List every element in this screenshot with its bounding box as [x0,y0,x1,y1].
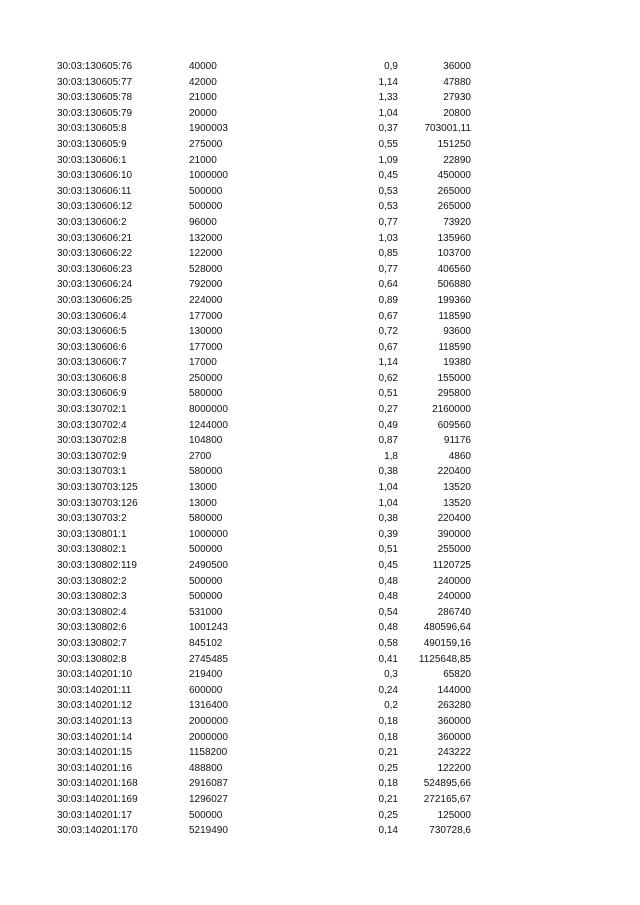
table-row [0,776,640,792]
total-cell: 265000 [437,185,471,197]
amount-cell: 122000 [189,248,223,260]
table-row [0,246,640,262]
amount-cell: 21000 [189,92,217,104]
total-cell: 263280 [437,700,471,712]
amount-cell: 104800 [189,435,223,447]
table-row [0,745,640,761]
amount-cell: 21000 [189,154,217,166]
rate-cell: 0,89 [378,294,398,306]
rate-cell: 0,51 [378,388,398,400]
amount-cell: 500000 [189,591,223,603]
table-row [0,309,640,325]
amount-cell: 275000 [189,138,223,150]
total-cell: 151250 [437,138,471,150]
cadastral-number-cell: 30:03:130605:77 [57,76,133,88]
rate-cell: 0,45 [378,170,398,182]
cadastral-number-cell: 30:03:130606:10 [57,170,133,182]
table-row [0,574,640,590]
rate-cell: 0,58 [378,637,398,649]
cadastral-number-cell: 30:03:140201:14 [57,731,133,743]
rate-cell: 1,03 [378,232,398,244]
amount-cell: 792000 [189,279,223,291]
table-row [0,542,640,558]
total-cell: 13520 [443,497,471,509]
cadastral-number-cell: 30:03:130606:2 [57,216,127,228]
data-table [0,59,640,839]
cadastral-number-cell: 30:03:130702:8 [57,435,127,447]
table-row [0,730,640,746]
table-row [0,90,640,106]
total-cell: 286740 [437,606,471,618]
table-row [0,277,640,293]
cadastral-number-cell: 30:03:130801:1 [57,528,127,540]
table-row [0,698,640,714]
total-cell: 265000 [437,201,471,213]
table-row [0,761,640,777]
amount-cell: 528000 [189,263,223,275]
rate-cell: 0,38 [378,513,398,525]
cadastral-number-cell: 30:03:140201:11 [57,684,132,696]
total-cell: 155000 [437,372,471,384]
total-cell: 220400 [437,466,471,478]
amount-cell: 13000 [189,482,217,494]
amount-cell: 600000 [189,684,223,696]
table-row [0,386,640,402]
rate-cell: 1,8 [384,450,398,462]
table-row [0,293,640,309]
table-row [0,418,640,434]
total-cell: 73920 [443,216,471,228]
rate-cell: 0,62 [378,372,398,384]
amount-cell: 500000 [189,544,223,556]
table-row [0,464,640,480]
table-row [0,121,640,137]
table-row [0,808,640,824]
table-row [0,153,640,169]
cadastral-number-cell: 30:03:130606:8 [57,372,127,384]
cadastral-number-cell: 30:03:140201:169 [57,793,138,805]
table-row [0,620,640,636]
amount-cell: 2916087 [189,778,228,790]
amount-cell: 2490500 [189,560,228,571]
table-row [0,652,640,668]
amount-cell: 531000 [189,606,223,618]
total-cell: 22890 [443,154,471,166]
total-cell: 255000 [437,544,471,556]
table-row [0,683,640,699]
rate-cell: 0,21 [378,793,398,805]
rate-cell: 0,67 [378,310,398,322]
total-cell: 1125648,85 [418,653,471,665]
cadastral-number-cell: 30:03:130606:12 [57,201,133,213]
rate-cell: 1,14 [378,76,398,88]
amount-cell: 580000 [189,466,223,478]
amount-cell: 580000 [189,513,223,525]
total-cell: 125000 [437,809,471,821]
cadastral-number-cell: 30:03:130606:6 [57,341,127,353]
cadastral-number-cell: 30:03:130605:9 [57,138,127,150]
cadastral-number-cell: 30:03:130702:4 [57,419,127,431]
rate-cell: 0,48 [378,591,398,603]
amount-cell: 1316400 [189,700,228,712]
cadastral-number-cell: 30:03:140201:12 [57,700,133,712]
rate-cell: 1,14 [378,357,398,369]
rate-cell: 0,25 [378,762,398,774]
rate-cell: 1,04 [378,497,398,509]
table-row [0,340,640,356]
total-cell: 609560 [437,419,471,431]
cadastral-number-cell: 30:03:130606:25 [57,294,133,306]
table-row [0,262,640,278]
total-cell: 406560 [437,263,471,275]
table-row [0,449,640,465]
total-cell: 243222 [437,747,471,759]
amount-cell: 2745485 [189,653,228,665]
cadastral-number-cell: 30:03:130802:8 [57,653,127,665]
cadastral-number-cell: 30:03:130605:79 [57,107,133,119]
amount-cell: 130000 [189,326,223,338]
total-cell: 47880 [443,76,471,88]
amount-cell: 500000 [189,575,223,587]
table-row [0,714,640,730]
amount-cell: 2700 [189,450,212,462]
rate-cell: 0,38 [378,466,398,478]
amount-cell: 1001243 [189,622,228,634]
cadastral-number-cell: 30:03:140201:168 [57,778,138,790]
amount-cell: 219400 [189,669,223,681]
total-cell: 65820 [443,669,471,681]
rate-cell: 0,48 [378,622,398,634]
rate-cell: 0,37 [378,123,398,135]
table-row [0,137,640,153]
total-cell: 27930 [443,92,471,104]
table-row [0,355,640,371]
table-row [0,558,640,574]
total-cell: 118590 [438,341,471,353]
rate-cell: 0,45 [378,560,398,571]
cadastral-number-cell: 30:03:130802:6 [57,622,127,634]
cadastral-number-cell: 30:03:130606:5 [57,326,127,338]
rate-cell: 0,21 [378,747,398,759]
total-cell: 36000 [443,61,471,72]
cadastral-number-cell: 30:03:140201:17 [57,809,133,821]
table-row [0,106,640,122]
rate-cell: 0,77 [378,263,398,275]
table-row [0,511,640,527]
amount-cell: 20000 [189,107,217,119]
cadastral-number-cell: 30:03:130703:126 [57,497,138,509]
rate-cell: 0,24 [378,684,398,696]
rate-cell: 1,04 [378,107,398,119]
cadastral-number-cell: 30:03:130606:7 [57,357,127,369]
cadastral-number-cell: 30:03:130605:78 [57,92,133,104]
amount-cell: 488800 [189,762,223,774]
rate-cell: 0,27 [378,404,398,416]
total-cell: 122200 [437,762,471,774]
amount-cell: 40000 [189,61,217,72]
rate-cell: 0,53 [378,201,398,213]
total-cell: 360000 [437,731,471,743]
rate-cell: 0,53 [378,185,398,197]
rate-cell: 0,87 [378,435,398,447]
rate-cell: 0,2 [384,700,398,712]
amount-cell: 500000 [189,185,223,197]
amount-cell: 2000000 [189,715,228,727]
rate-cell: 0,49 [378,419,398,431]
total-cell: 135960 [437,232,471,244]
total-cell: 240000 [437,575,471,587]
total-cell: 2160000 [432,404,471,416]
total-cell: 199360 [437,294,471,306]
total-cell: 703001,11 [424,123,471,135]
amount-cell: 2000000 [189,731,228,743]
total-cell: 20800 [443,107,471,119]
total-cell: 91176 [443,435,471,447]
rate-cell: 0,18 [378,715,398,727]
amount-cell: 1158200 [189,747,228,759]
total-cell: 390000 [437,528,471,540]
cadastral-number-cell: 30:03:130606:1 [57,154,127,166]
table-row [0,496,640,512]
total-cell: 1120725 [432,560,471,571]
total-cell: 490159,16 [423,637,471,649]
rate-cell: 0,51 [378,544,398,556]
rate-cell: 0,48 [378,575,398,587]
rate-cell: 0,55 [378,138,398,150]
cadastral-number-cell: 30:03:130702:1 [57,404,127,416]
table-row [0,605,640,621]
amount-cell: 500000 [189,201,223,213]
cadastral-number-cell: 30:03:130802:3 [57,591,127,603]
total-cell: 480596,64 [423,622,471,634]
total-cell: 360000 [437,715,471,727]
amount-cell: 1244000 [189,419,228,431]
rate-cell: 0,72 [378,326,398,338]
cadastral-number-cell: 30:03:140201:10 [57,669,133,681]
rate-cell: 1,04 [378,482,398,494]
cadastral-number-cell: 30:03:130802:119 [57,560,137,571]
table-row [0,527,640,543]
cadastral-number-cell: 30:03:130606:21 [57,232,133,244]
cadastral-number-cell: 30:03:140201:16 [57,762,133,774]
rate-cell: 0,9 [384,61,398,72]
rate-cell: 0,54 [378,606,398,618]
cadastral-number-cell: 30:03:130606:11 [57,185,132,197]
rate-cell: 0,3 [384,669,398,681]
amount-cell: 17000 [189,357,217,369]
amount-cell: 1000000 [189,170,228,182]
amount-cell: 1296027 [189,793,228,805]
cadastral-number-cell: 30:03:140201:15 [57,747,133,759]
rate-cell: 0,39 [378,528,398,540]
total-cell: 103700 [437,248,471,260]
cadastral-number-cell: 30:03:130605:76 [57,61,133,72]
amount-cell: 132000 [189,232,223,244]
cadastral-number-cell: 30:03:130606:4 [57,310,127,322]
amount-cell: 96000 [189,216,217,228]
total-cell: 4860 [448,450,471,462]
amount-cell: 1900003 [189,123,228,135]
rate-cell: 0,18 [378,731,398,743]
amount-cell: 5219490 [189,825,228,837]
rate-cell: 0,25 [378,809,398,821]
table-row [0,792,640,808]
cadastral-number-cell: 30:03:130703:1 [57,466,127,478]
table-row [0,184,640,200]
table-row [0,433,640,449]
table-row [0,823,640,839]
cadastral-number-cell: 30:03:130606:24 [57,279,133,291]
cadastral-number-cell: 30:03:130802:4 [57,606,127,618]
amount-cell: 580000 [189,388,223,400]
rate-cell: 0,41 [378,653,398,665]
rate-cell: 0,67 [378,341,398,353]
total-cell: 13520 [443,482,471,494]
amount-cell: 250000 [189,372,223,384]
amount-cell: 224000 [189,294,223,306]
total-cell: 93600 [443,326,471,338]
table-row [0,402,640,418]
table-row [0,168,640,184]
cadastral-number-cell: 30:03:130802:2 [57,575,127,587]
rate-cell: 0,77 [378,216,398,228]
total-cell: 240000 [437,591,471,603]
amount-cell: 500000 [189,809,223,821]
cadastral-number-cell: 30:03:130703:125 [57,482,138,494]
amount-cell: 845102 [189,637,223,649]
table-row [0,324,640,340]
cadastral-number-cell: 30:03:130606:23 [57,263,133,275]
table-row [0,199,640,215]
amount-cell: 13000 [189,497,217,509]
total-cell: 220400 [437,513,471,525]
table-row [0,59,640,75]
cadastral-number-cell: 30:03:140201:170 [57,825,138,837]
table-row [0,215,640,231]
rate-cell: 0,64 [378,279,398,291]
table-row [0,636,640,652]
cadastral-number-cell: 30:03:130606:22 [57,248,133,260]
total-cell: 450000 [437,170,471,182]
total-cell: 272165,67 [423,793,471,805]
table-row [0,667,640,683]
total-cell: 730728,6 [429,825,471,837]
total-cell: 295800 [437,388,471,400]
rate-cell: 0,18 [378,778,398,790]
total-cell: 506880 [437,279,471,291]
table-row [0,75,640,91]
table-row [0,480,640,496]
total-cell: 19380 [443,357,471,369]
total-cell: 144000 [437,684,471,696]
amount-cell: 42000 [189,76,217,88]
cadastral-number-cell: 30:03:130703:2 [57,513,127,525]
rate-cell: 0,14 [378,825,398,837]
rate-cell: 0,85 [378,248,398,260]
amount-cell: 8000000 [189,404,228,416]
amount-cell: 177000 [189,310,223,322]
cadastral-number-cell: 30:03:130802:1 [57,544,127,556]
rate-cell: 1,33 [378,92,398,104]
total-cell: 524895,66 [423,778,471,790]
cadastral-number-cell: 30:03:140201:13 [57,715,133,727]
table-row [0,231,640,247]
cadastral-number-cell: 30:03:130605:8 [57,123,127,135]
table-row [0,371,640,387]
cadastral-number-cell: 30:03:130802:7 [57,637,127,649]
cadastral-number-cell: 30:03:130606:9 [57,388,127,400]
amount-cell: 177000 [189,341,223,353]
amount-cell: 1000000 [189,528,228,540]
total-cell: 118590 [438,310,471,322]
table-row [0,589,640,605]
rate-cell: 1,09 [378,154,398,166]
cadastral-number-cell: 30:03:130702:9 [57,450,127,462]
